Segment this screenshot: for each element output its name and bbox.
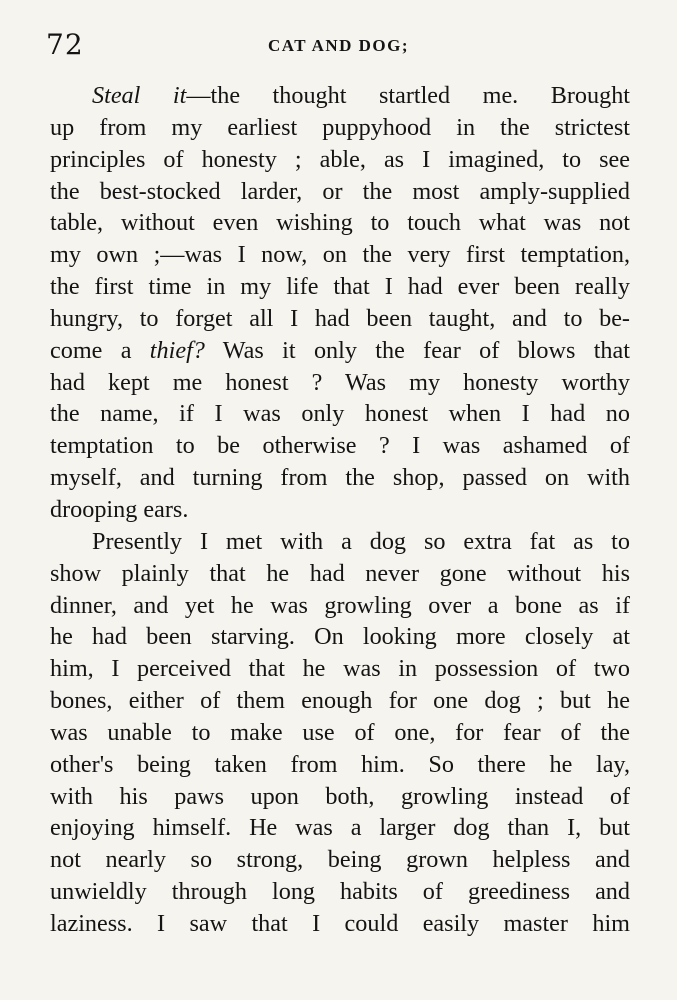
text-line: with his paws upon both, growling instead of	[50, 782, 630, 810]
text-line: up from my earliest puppyhood in the strictest	[50, 113, 630, 141]
text-span: —the thought startled me. Brought	[186, 82, 630, 109]
text-span: come a	[50, 336, 150, 364]
text-line: principles of honesty ; able, as I imagined, to see	[50, 145, 630, 173]
text-line: the name, if I was only honest when I had no	[50, 400, 630, 428]
text-line: myself, and turning from the shop, passed on with	[50, 464, 630, 492]
text-line: temptation to be otherwise ? I was ashamed of	[50, 432, 630, 460]
text-line: show plainly that he had never gone without his	[50, 559, 630, 587]
text-line	[50, 335, 630, 367]
text-line: was unable to make use of one, for fear of the	[50, 718, 630, 746]
paragraph-2	[50, 526, 630, 940]
text-line: my own ;—was I now, on the very first temptation,	[50, 241, 630, 269]
text-line: laziness. I saw that I could easily master him	[50, 909, 630, 937]
text-line: dinner, and yet he was growling over a bone as if	[50, 591, 630, 619]
italic-word: thief?	[149, 336, 205, 364]
text-line: the first time in my life that I had ever been really	[50, 273, 630, 301]
text-line: hungry, to forget all I had been taught, and to be-	[50, 304, 630, 332]
text-line: had kept me honest ? Was my honesty worthy	[50, 368, 630, 396]
text-line: drooping ears.	[50, 495, 189, 523]
page-header	[46, 28, 631, 68]
italic-phrase: Steal it	[92, 82, 187, 109]
text-line: Presently I met with a dog so extra fat as to	[92, 527, 630, 555]
text-line: enjoying himself. He was a larger dog than I, but	[50, 814, 630, 842]
text-line: table, without even wishing to touch what was not	[50, 209, 630, 237]
body-text	[50, 80, 630, 940]
text-span: Was it only the fear of blows that	[204, 336, 630, 364]
text-line: bones, either of them enough for one dog ; but he	[50, 687, 630, 715]
text-line: he had been starving. On looking more closely at	[50, 623, 630, 651]
paragraph-1	[50, 80, 630, 526]
text-line: not nearly so strong, being grown helpless and	[50, 846, 630, 874]
text-line	[50, 80, 630, 112]
text-line: him, I perceived that he was in possession of two	[50, 655, 630, 683]
text-line: other's being taken from him. So there he lay,	[50, 750, 630, 778]
page-number: 72	[46, 28, 84, 61]
running-head: CAT AND DOG;	[267, 36, 410, 55]
text-line: the best-stocked larder, or the most amply-supplied	[50, 177, 630, 205]
text-line: unwieldly through long habits of greediness and	[50, 878, 630, 906]
